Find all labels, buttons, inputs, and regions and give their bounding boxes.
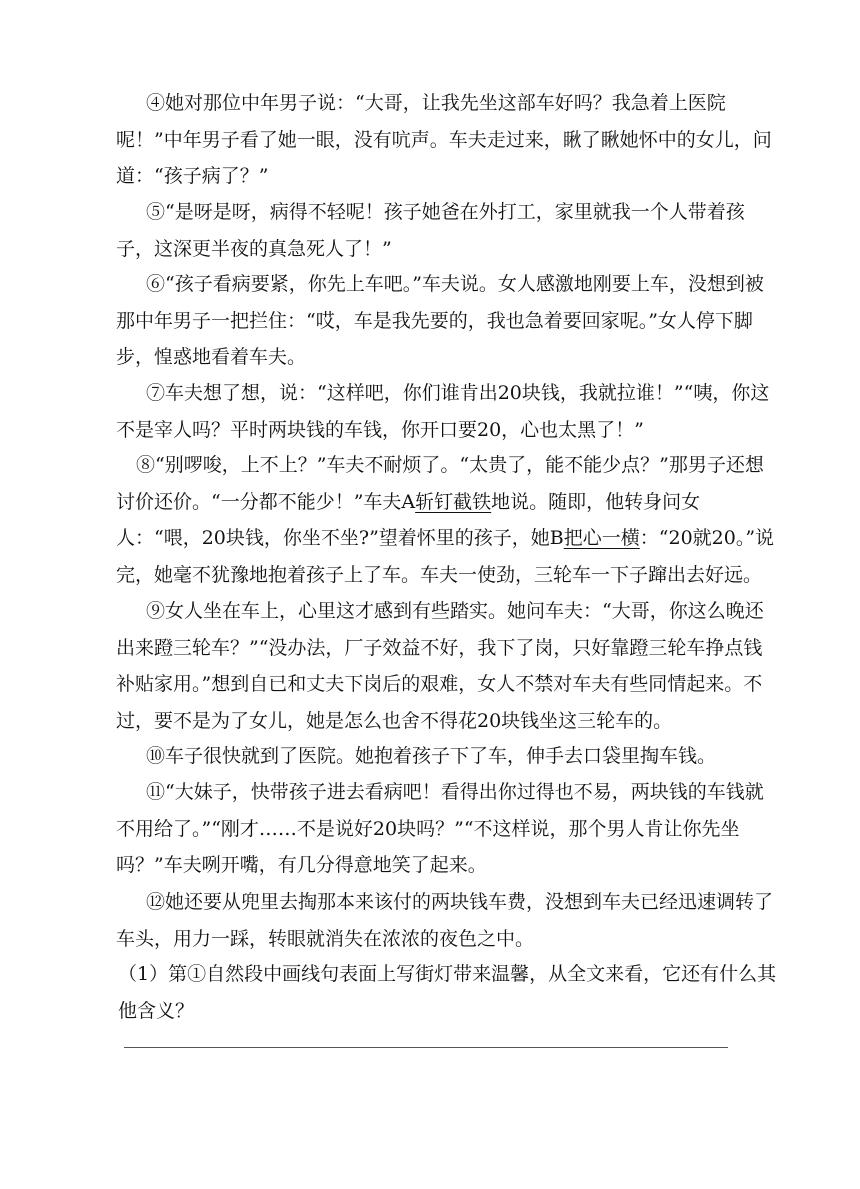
paragraph-9: ⑨女人坐在车上，心里这才感到有些踏实。她问车夫：“大哥，你这么晚还出来蹬三轮车？”“没办法，厂子效益不好，我下了岗，只好靠蹬三轮车挣点钱补贴家用。”想到自已和丈夫下岗后的艰难，女人不禁对车夫有些同情起来。不过，要不是为了女儿，她是怎么也舍不得花20块钱坐这三轮车的。 xyxy=(116,600,764,732)
question-1: （1）第①自然段中画线句表面上写街灯带来温馨，从全文来看，它还有什么其他含义？ xyxy=(118,963,777,1022)
paragraph-10: ⑩车子很快就到了医院。她抱着孩子下了车，伸手去口袋里掏车钱。 xyxy=(146,745,717,767)
paragraph-12: ⑫她还要从兜里去掏那本来该付的两块钱车费，没想到车夫已经迅速调转了车头，用力一踩，转眼就消失在浓浓的夜色之中。 xyxy=(116,891,774,950)
paragraph-8-part2: 地说。随即，他转身问女人：“喂，20块钱，你坐不坐?”望着怀里的孩子，她B xyxy=(116,490,701,549)
underlined-word-b: 把心一横 xyxy=(563,527,640,549)
answer-line[interactable] xyxy=(124,1047,728,1048)
paragraph-6: ⑥“孩子看病要紧，你先上车吧。”车夫说。女人感激地刚要上车，没想到被那中年男子一把拦住：“哎，车是我先要的，我也急着要回家呢。”女人停下脚步，惶惑地看着车夫。 xyxy=(116,273,764,368)
underlined-word-a: 斩钉截铁 xyxy=(415,490,492,513)
paragraph-8 xyxy=(116,447,776,593)
paragraph-7: ⑦车夫想了想，说：“这样吧，你们谁肯出20块钱，我就拉谁！”“咦，你这不是宰人吗？平时两块钱的车钱，你开口要20，心也太黑了！” xyxy=(116,382,770,441)
paragraph-5: ⑤“是呀是呀，病得不轻呢！孩子她爸在外打工，家里就我一个人带着孩子，这深更半夜的真急死人了！” xyxy=(116,201,745,260)
paragraph-8-part3: ：“20就20。”说完，她毫不犹豫地抱着孩子上了车。车夫一使劲，三轮车一下子蹿出去好远。 xyxy=(116,527,775,586)
paragraph-8-part1: ⑧“别啰唆，上不上？”车夫不耐烦了。“太贵了，能不能少点？”那男子还想讨价还价。“一分都不能少！”车夫A xyxy=(116,454,764,513)
paragraph-4: ④她对那位中年男子说：“大哥，让我先坐这部车好吗？我急着上医院呢！”中年男子看了她一眼，没有吭声。车夫走过来，瞅了瞅她怀中的女儿，问道：“孩子病了？” xyxy=(116,92,772,187)
paragraph-11: ⑪“大妹子，快带孩子进去看病吧！看得出你过得也不易，两块钱的车钱就不用给了。”“刚才……不是说好20块吗？”“不这样说，那个男人肯让你先坐吗？”车夫咧开嘴，有几分得意地笑了起来。 xyxy=(116,781,764,876)
